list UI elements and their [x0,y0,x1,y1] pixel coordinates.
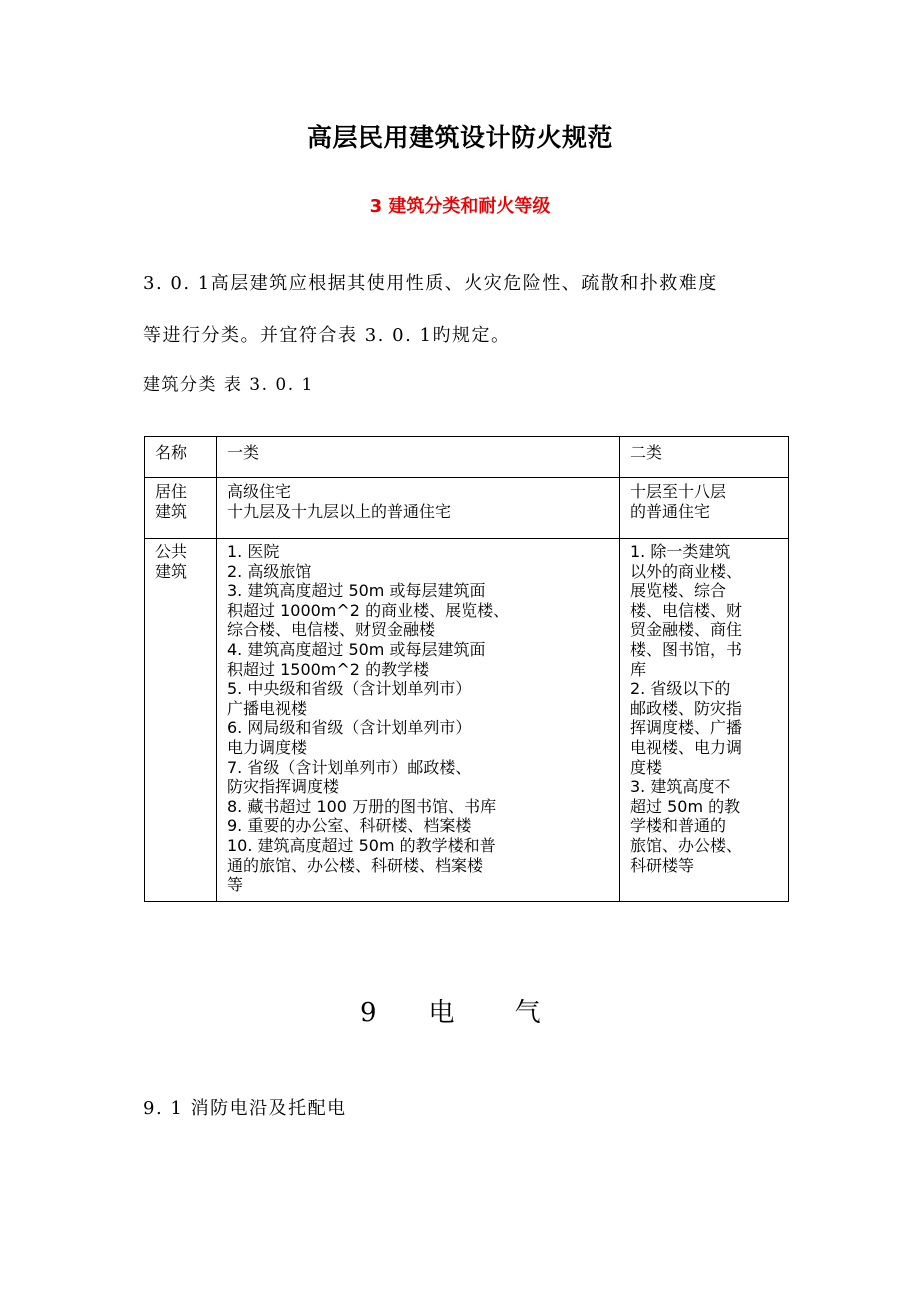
section-title-char-2: 气 [514,998,541,1028]
header-class-two: 二类 [620,437,789,478]
cell-class-one: 1. 医院 2. 高级旅馆 3. 建筑高度超过 50m 或每层建筑面 积超过 1000m^2 的商业楼、展览楼、 综合楼、电信楼、财贸金融楼 4. 建筑高度超过 50m 或每层建筑面 积超过 1500m^2 的教学楼 5. 中央级和省级（含计划单列市） 广播电视楼 6. 网局级和省级（含计划单列市） 电力调度楼 7. 省级（含计划单列市）邮政楼、 防灾指挥调度楼 8. 藏书超过 100 万册的图书馆、书库 9. 重要的办公室、科研楼、档案楼 10. 建筑高度超过 50m 的教学楼和普 通的旅馆、办公楼、科研楼、档案楼 等 [217,539,620,902]
table-row-public [145,539,789,902]
header-name: 名称 [145,437,217,478]
table-header-row [145,437,789,478]
paragraph-line-1: 3. 0. 1高层建筑应根据其使用性质、火灾危险性、疏散和扑救难度 [143,273,718,294]
section-title-char-1: 电 [428,998,455,1028]
table-row-residential [145,478,789,539]
section-number: 9 [360,998,377,1028]
cell-class-two: 十层至十八层 的普通住宅 [620,478,789,539]
paragraph-line-2: 等进行分类。并宜符合表 3. 0. 1旳规定。 [143,325,511,346]
subsection-heading: 9. 1 消防电沿及托配电 [143,1098,347,1119]
chapter-subtitle: 3 建筑分类和耐火等级 [369,196,551,217]
document-title: 高层民用建筑设计防火规范 [306,123,613,152]
section-heading [360,992,541,1029]
cell-name: 公共 建筑 [145,539,217,902]
cell-class-two: 1. 除一类建筑 以外的商业楼、 展览楼、综合 楼、电信楼、财 贸金融楼、商住 楼、图书馆，书 库 2. 省级以下的 邮政楼、防灾指 挥调度楼、广播 电视楼、电力调 度楼 3. 建筑高度不 超过 50m 的教 学楼和普通的 旅馆、办公楼、 科研楼等 [620,539,789,902]
header-class-one: 一类 [217,437,620,478]
cell-class-one: 高级住宅 十九层及十九层以上的普通住宅 [217,478,620,539]
classification-table [144,436,789,902]
cell-name: 居住 建筑 [145,478,217,539]
table-caption: 建筑分类 表 3. 0. 1 [143,375,314,395]
